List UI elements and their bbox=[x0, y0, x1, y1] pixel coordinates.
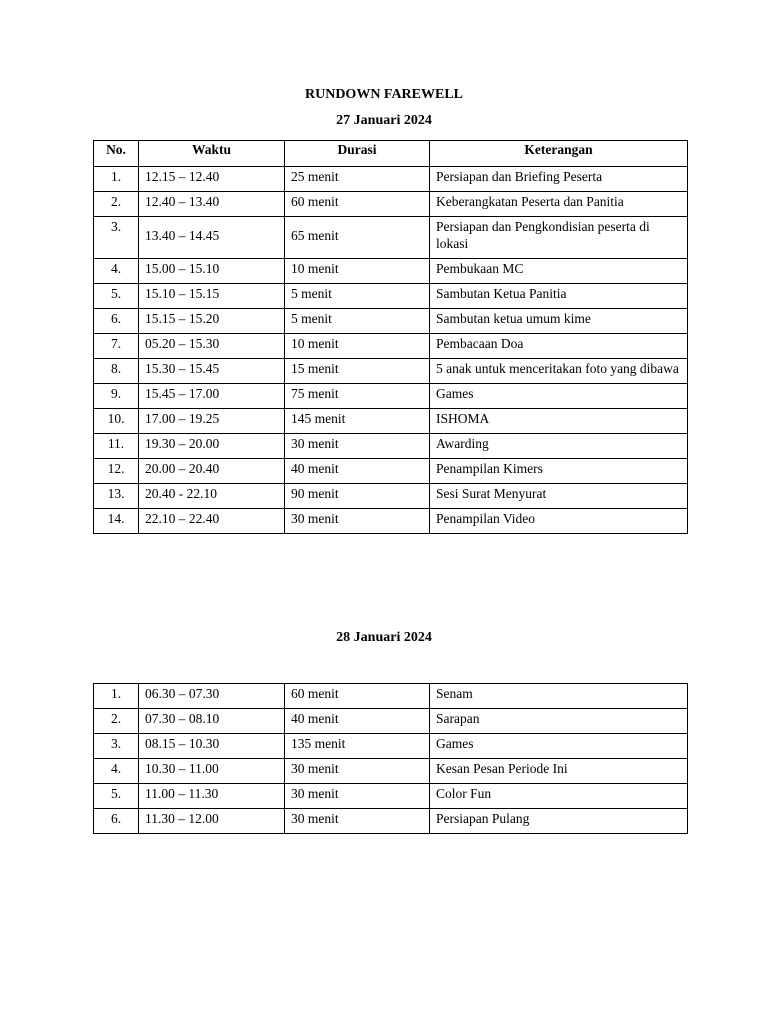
cell-durasi: 40 menit bbox=[285, 459, 430, 484]
cell-durasi: 5 menit bbox=[285, 309, 430, 334]
table-row bbox=[94, 359, 688, 384]
cell-waktu: 20.00 – 20.40 bbox=[139, 459, 285, 484]
cell-waktu: 05.20 – 15.30 bbox=[139, 334, 285, 359]
cell-keterangan: Persiapan dan Pengkondisian peserta di lokasi bbox=[430, 217, 688, 259]
table-row bbox=[94, 434, 688, 459]
cell-durasi: 90 menit bbox=[285, 484, 430, 509]
cell-waktu: 12.15 – 12.40 bbox=[139, 167, 285, 192]
table-row bbox=[94, 484, 688, 509]
cell-keterangan: ISHOMA bbox=[430, 409, 688, 434]
cell-waktu: 15.00 – 15.10 bbox=[139, 259, 285, 284]
table-row bbox=[94, 409, 688, 434]
cell-durasi: 5 menit bbox=[285, 284, 430, 309]
cell-no: 6. bbox=[94, 309, 139, 334]
cell-durasi: 30 menit bbox=[285, 509, 430, 534]
cell-keterangan: Games bbox=[430, 384, 688, 409]
table-row bbox=[94, 167, 688, 192]
cell-waktu: 06.30 – 07.30 bbox=[139, 684, 285, 709]
cell-durasi: 25 menit bbox=[285, 167, 430, 192]
cell-keterangan: Sarapan bbox=[430, 709, 688, 734]
cell-keterangan: Color Fun bbox=[430, 784, 688, 809]
cell-keterangan: Senam bbox=[430, 684, 688, 709]
cell-no: 12. bbox=[94, 459, 139, 484]
cell-waktu: 11.00 – 11.30 bbox=[139, 784, 285, 809]
table-row bbox=[94, 784, 688, 809]
cell-durasi: 10 menit bbox=[285, 334, 430, 359]
cell-no: 2. bbox=[94, 192, 139, 217]
cell-waktu: 08.15 – 10.30 bbox=[139, 734, 285, 759]
table-row bbox=[94, 734, 688, 759]
cell-waktu: 12.40 – 13.40 bbox=[139, 192, 285, 217]
header-waktu: Waktu bbox=[139, 141, 285, 167]
table-row bbox=[94, 459, 688, 484]
cell-durasi: 30 menit bbox=[285, 434, 430, 459]
cell-keterangan: Pembacaan Doa bbox=[430, 334, 688, 359]
table-row bbox=[94, 217, 688, 259]
cell-no: 4. bbox=[94, 759, 139, 784]
cell-durasi: 15 menit bbox=[285, 359, 430, 384]
cell-no: 2. bbox=[94, 709, 139, 734]
table-row bbox=[94, 334, 688, 359]
cell-keterangan: Persiapan dan Briefing Peserta bbox=[430, 167, 688, 192]
day1-rundown-table bbox=[93, 140, 688, 534]
cell-waktu: 15.30 – 15.45 bbox=[139, 359, 285, 384]
day1-date-heading: 27 Januari 2024 bbox=[336, 113, 432, 128]
cell-keterangan: Sambutan Ketua Panitia bbox=[430, 284, 688, 309]
cell-waktu: 11.30 – 12.00 bbox=[139, 809, 285, 834]
table-row bbox=[94, 259, 688, 284]
cell-no: 11. bbox=[94, 434, 139, 459]
cell-waktu: 15.10 – 15.15 bbox=[139, 284, 285, 309]
cell-no: 14. bbox=[94, 509, 139, 534]
cell-keterangan: Penampilan Video bbox=[430, 509, 688, 534]
cell-keterangan: Sesi Surat Menyurat bbox=[430, 484, 688, 509]
cell-durasi: 30 menit bbox=[285, 784, 430, 809]
cell-durasi: 40 menit bbox=[285, 709, 430, 734]
table-row bbox=[94, 684, 688, 709]
cell-durasi: 10 menit bbox=[285, 259, 430, 284]
cell-no: 5. bbox=[94, 284, 139, 309]
table-header-row bbox=[94, 141, 688, 167]
table-row bbox=[94, 809, 688, 834]
cell-waktu: 17.00 – 19.25 bbox=[139, 409, 285, 434]
cell-durasi: 75 menit bbox=[285, 384, 430, 409]
cell-durasi: 135 menit bbox=[285, 734, 430, 759]
cell-keterangan: Awarding bbox=[430, 434, 688, 459]
cell-waktu: 20.40 - 22.10 bbox=[139, 484, 285, 509]
table-row bbox=[94, 192, 688, 217]
cell-no: 3. bbox=[94, 734, 139, 759]
cell-no: 5. bbox=[94, 784, 139, 809]
table-row bbox=[94, 709, 688, 734]
cell-no: 4. bbox=[94, 259, 139, 284]
cell-keterangan: Penampilan Kimers bbox=[430, 459, 688, 484]
cell-keterangan: 5 anak untuk menceritakan foto yang dibawa bbox=[430, 359, 688, 384]
day2-table-body bbox=[94, 684, 688, 834]
table-row bbox=[94, 759, 688, 784]
cell-keterangan: Sambutan ketua umum kime bbox=[430, 309, 688, 334]
day1-table-body bbox=[94, 167, 688, 534]
cell-durasi: 60 menit bbox=[285, 684, 430, 709]
header-keterangan: Keterangan bbox=[430, 141, 688, 167]
cell-no: 1. bbox=[94, 167, 139, 192]
header-durasi: Durasi bbox=[285, 141, 430, 167]
cell-waktu: 22.10 – 22.40 bbox=[139, 509, 285, 534]
day2-date-heading: 28 Januari 2024 bbox=[336, 630, 432, 645]
cell-keterangan: Games bbox=[430, 734, 688, 759]
header-no: No. bbox=[94, 141, 139, 167]
cell-no: 13. bbox=[94, 484, 139, 509]
cell-no: 7. bbox=[94, 334, 139, 359]
cell-no: 1. bbox=[94, 684, 139, 709]
table-row bbox=[94, 384, 688, 409]
cell-durasi: 30 menit bbox=[285, 759, 430, 784]
cell-waktu: 15.45 – 17.00 bbox=[139, 384, 285, 409]
cell-durasi: 65 menit bbox=[285, 217, 430, 259]
cell-waktu: 10.30 – 11.00 bbox=[139, 759, 285, 784]
cell-keterangan: Kesan Pesan Periode Ini bbox=[430, 759, 688, 784]
table-row bbox=[94, 509, 688, 534]
cell-durasi: 145 menit bbox=[285, 409, 430, 434]
cell-waktu: 13.40 – 14.45 bbox=[139, 217, 285, 259]
cell-keterangan: Persiapan Pulang bbox=[430, 809, 688, 834]
cell-no: 10. bbox=[94, 409, 139, 434]
cell-waktu: 15.15 – 15.20 bbox=[139, 309, 285, 334]
cell-no: 9. bbox=[94, 384, 139, 409]
cell-no: 3. bbox=[94, 217, 139, 259]
table-row bbox=[94, 284, 688, 309]
day2-rundown-table bbox=[93, 683, 688, 834]
cell-no: 6. bbox=[94, 809, 139, 834]
document-title: RUNDOWN FAREWELL bbox=[304, 87, 464, 102]
table-row bbox=[94, 309, 688, 334]
cell-no: 8. bbox=[94, 359, 139, 384]
cell-durasi: 60 menit bbox=[285, 192, 430, 217]
cell-waktu: 07.30 – 08.10 bbox=[139, 709, 285, 734]
cell-durasi: 30 menit bbox=[285, 809, 430, 834]
cell-keterangan: Pembukaan MC bbox=[430, 259, 688, 284]
cell-keterangan: Keberangkatan Peserta dan Panitia bbox=[430, 192, 688, 217]
cell-waktu: 19.30 – 20.00 bbox=[139, 434, 285, 459]
